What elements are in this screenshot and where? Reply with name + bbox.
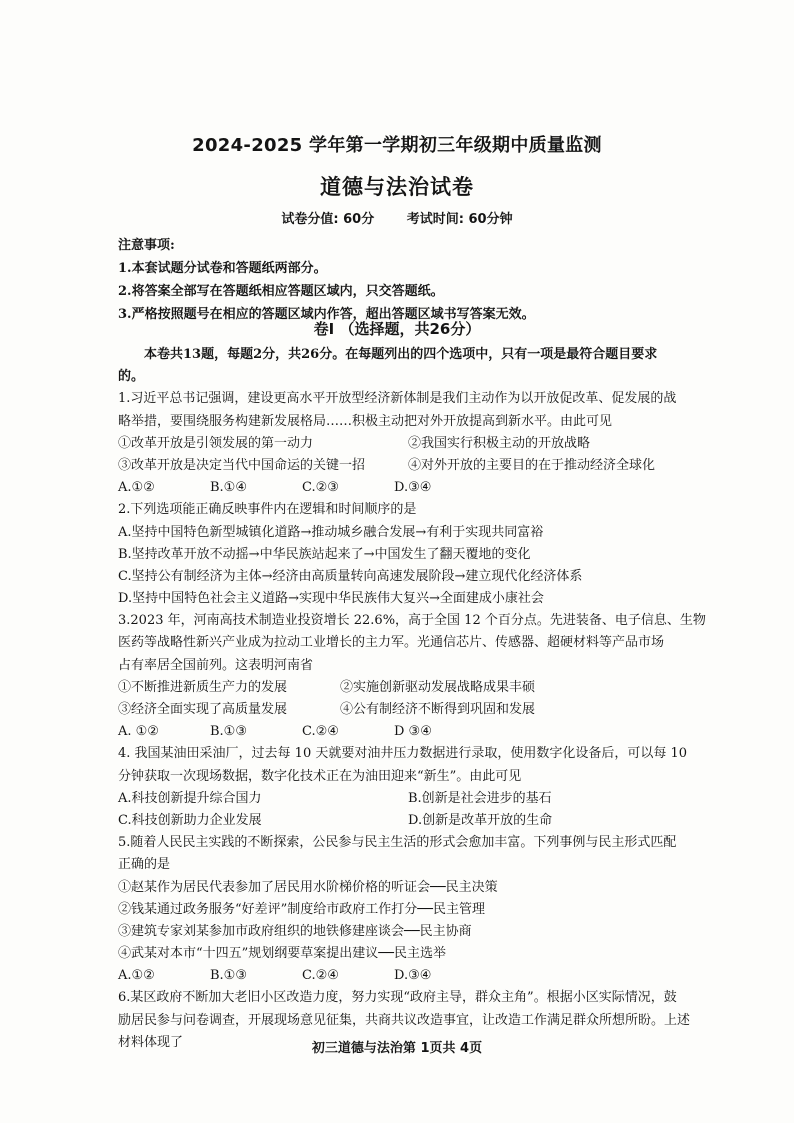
statement: ②钱某通过政务服务“好差评”制度给市政府工作打分──民主管理 [118,901,485,917]
choice-c: C.②④ [302,724,339,740]
choice-b: B.坚持改革开放不动摇→中华民族站起来了→中国发生了翻天覆地的变化 [118,546,531,562]
question-3-choices [118,721,730,743]
choice-d: D ③④ [394,724,432,740]
question-2-stem: 2.下列选项能正确反映事件内在逻辑和时间顺序的是 [118,502,417,518]
choice-b: B.①④ [210,480,247,496]
choice-c: C.科技创新助力企业发展 [118,812,262,828]
question-4-stem: 4. 我国某油田采油厂，过去每 10 天就要对油井压力数据进行录取，使用数字化设备后，可以每 10 [118,746,688,762]
question-3-stem: 医药等战略性新兴产业成为拉动工业增长的主力军。光通信芯片、传感器、超硬材料等产品市场 [118,635,665,651]
question-1-stem: 略举措，要围绕服务构建新发展格局……积极主动把对外开放提高到新水平。由此可见 [118,413,613,429]
choice-b: B.①③ [210,968,247,984]
time-info: 考试时间: 60分钟 [406,212,513,227]
question-1-statements [118,433,730,455]
question-3-stem: 3.2023 年，河南高技术制造业投资增长 22.6%，高于全国 12 个百分点。先进装备、电子信息、生物 [118,613,706,629]
notice-item: 1.本套试题分试卷和答题纸两部分。 [118,261,327,276]
section-intro: 的。 [118,369,145,385]
question-4-stem: 分钟获取一次现场数据，数字化技术正在为油田迎来“新生”。由此可见 [118,768,522,784]
choice-a: A.坚持中国特色新型城镇化道路→推动城乡融合发展→有利于实现共同富裕 [118,524,544,540]
question-3-stem: 占有率居全国前列。这表明河南省 [118,657,314,673]
statement: ②我国实行积极主动的开放战略 [408,435,591,451]
question-5-stem: 5.随着人民民主实践的不断探索，公民参与民主生活的形式会愈加丰富。下列事例与民主形式匹配 [118,835,677,851]
question-1-choices [118,477,730,499]
statement: ③建筑专家刘某参加市政府组织的地铁修建座谈会──民主协商 [118,923,472,939]
statement: ①赵某作为居民代表参加了居民用水阶梯价格的听证会──民主决策 [118,879,498,895]
question-3-statements [118,699,730,721]
statement: ④对外开放的主要目的在于推动经济全球化 [408,457,656,473]
notice-item: 3.严格按照题号在相应的答题区域内作答，超出答题区域书写答案无效。 [118,307,535,322]
question-3-statements [118,677,730,699]
score-info: 试卷分值: 60分 [281,212,375,227]
notice-block [118,234,738,326]
question-1-statements [118,455,730,477]
statement: ③经济全面实现了高质量发展 [118,702,288,717]
choice-b: B.创新是社会进步的基石 [408,790,552,806]
question-6-stem: 6.某区政府不断加大老旧小区改造力度，努力实现“政府主导，群众主角”。根据小区实际情况，鼓 [118,990,677,1006]
section-title: 卷Ⅰ （选择题，共26分） [313,320,481,338]
page-footer: 初三道德与法治第 1页共 4页 [311,1041,483,1056]
question-4-choices [118,810,730,832]
choice-d: D.创新是改革开放的生命 [408,812,553,828]
question-5-choices [118,965,730,987]
choice-d: D.③④ [394,480,432,496]
notice-heading: 注意事项: [118,238,175,253]
statement: ②实施创新驱动发展战略成果丰硕 [340,679,536,695]
choice-b: B.①③ [210,724,247,740]
choice-c: C.②④ [302,968,339,984]
statement: ①改革开放是引领发展的第一动力 [118,435,314,451]
exam-info [0,208,794,227]
statement: ④武某对本市“十四五”规划纲要草案提出建议──民主选举 [118,946,446,962]
exam-subject: 道德与法治试卷 [320,175,474,199]
choice-d: D.③④ [394,968,432,984]
section-intro: 本卷共13题，每题2分，共26分。在每题列出的四个选项中，只有一项是最符合题目要求 [144,347,658,362]
statement: ①不断推进新质生产力的发展 [118,679,288,695]
statement: ③改革开放是决定当代中国命运的关键一招 [118,457,366,473]
notice-item: 2.将答案全部写在答题纸相应答题区域内，只交答题纸。 [118,284,444,299]
question-1-stem: 1.习近平总书记强调，建设更高水平开放型经济新体制是我们主动作为以开放促改革、促发展的战 [118,391,677,407]
choice-d: D.坚持中国特色社会主义道路→实现中华民族伟大复兴→全面建成小康社会 [118,591,544,607]
question-4-choices [118,788,730,810]
choice-a: A. ①② [118,724,159,740]
statement: ④公有制经济不断得到巩固和发展 [340,702,536,717]
question-list [118,344,730,1054]
choice-c: C.②③ [302,480,339,496]
choice-a: A.①② [118,968,155,984]
choice-a: A.①② [118,480,155,496]
choice-c: C.坚持公有制经济为主体→经济由高质量转向高速发展阶段→建立现代化经济体系 [118,568,583,584]
question-5-stem: 正确的是 [118,857,171,873]
question-6-stem: 材料体现了 [118,1034,184,1050]
choice-a: A.科技创新提升综合国力 [118,790,262,806]
question-6-stem: 励居民参与问卷调查，开展现场意见征集，共商共议改造事宜，让改造工作满足群众所想所盼。上述 [118,1012,691,1028]
exam-title: 2024-2025 学年第一学期初三年级期中质量监测 [192,135,602,156]
